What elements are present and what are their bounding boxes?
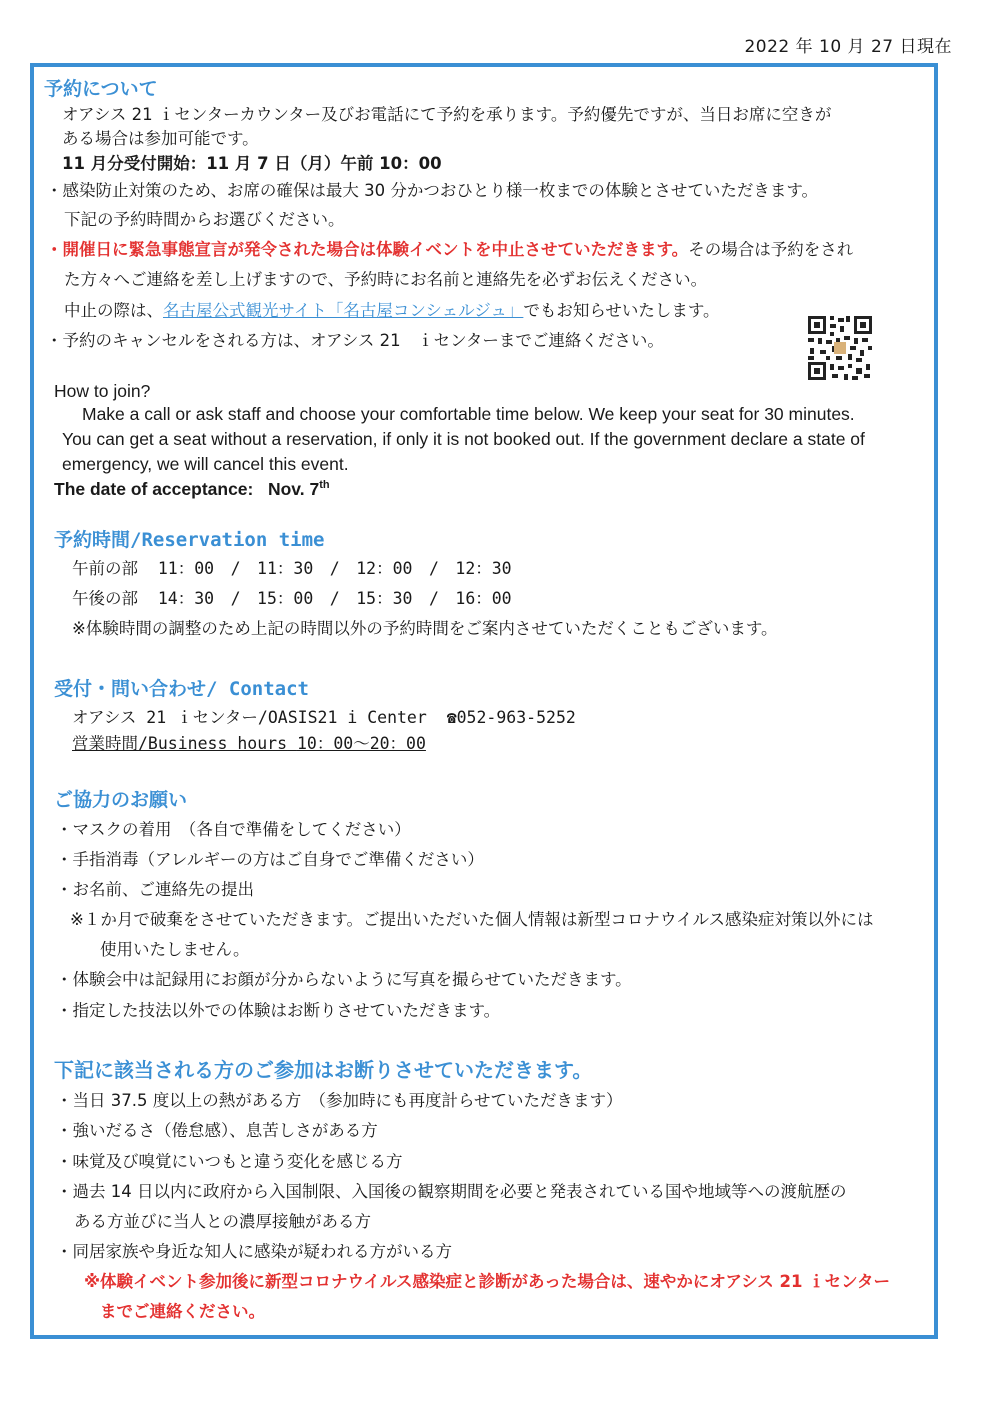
cooperation-item-3-note: ※１か月で破棄をさせていただきます。ご提出いただいた個人情報は新型コロナウイルス感染症対策以外には: [70, 910, 874, 929]
times-note: ※体験時間の調整のため上記の時間以外の予約時間をご案内させていただくこともございます。: [72, 619, 778, 638]
reservation-note-2: [46, 236, 853, 260]
times-heading: 予約時間/Reservation time: [54, 529, 325, 551]
decline-warning-cont: までご連絡ください。: [100, 1302, 265, 1321]
acceptance-date-suffix: th: [319, 479, 330, 492]
decline-item-4: ・過去 14 日以内に政府から入国制限、入国後の観察期間を必要と発表されている国や地域等への渡航歴の: [56, 1182, 847, 1201]
cooperation-item-3-note-cont: 使用いたしません。: [100, 940, 250, 959]
decline-item-2: ・強いだるさ（倦怠感）、息苦しさがある方: [56, 1121, 378, 1140]
business-hours-label: 営業時間/Business hours: [72, 734, 288, 753]
how-to-join: How to join?: [54, 381, 151, 401]
afternoon-times: 14：30 / 15：00 / 15：30 / 16：00: [157, 589, 512, 608]
morning-times: 11：00 / 11：30 / 12：00 / 12：30: [157, 559, 512, 578]
reservation-note-2-link-line: [64, 297, 720, 321]
business-hours-line: [72, 730, 426, 754]
link-suffix: でもお知らせいたします。: [523, 301, 720, 320]
business-hours: 10：00～20：00: [296, 734, 426, 753]
note-2-rest: その場合は予約をされ: [688, 240, 854, 259]
acceptance-label: The date of acceptance:: [54, 479, 254, 499]
cooperation-item-5: ・指定した技法以外での体験はお断りさせていただきます。: [56, 1001, 501, 1020]
reservation-note-1: ・感染防止対策のため、お席の確保は最大 30 分かつおひとり様一枚までの体験とさせていただきます。: [46, 181, 819, 200]
qr-code-icon[interactable]: [806, 314, 874, 382]
english-line-3: emergency, we will cancel this event.: [62, 454, 349, 474]
acceptance-date-line: [54, 479, 330, 500]
date-stamp: 2022 年 10 月 27 日現在: [744, 37, 952, 57]
decline-item-4-cont: ある方並びに当人との濃厚接触がある方: [74, 1212, 371, 1231]
reservation-intro-1: オアシス 21 ｉセンターカウンター及びお電話にて予約を承ります。予約優先ですが、当日お席に空きが: [62, 105, 832, 124]
decline-heading: 下記に該当される方のご参加はお断りさせていただきます。: [54, 1058, 593, 1082]
cooperation-item-2: ・手指消毒（アレルギーの方はご自身でご準備ください）: [56, 850, 484, 869]
nagoya-concierge-link[interactable]: 名古屋公式観光サイト「名古屋コンシェルジュ」: [163, 301, 524, 320]
afternoon-row: [72, 585, 512, 609]
contact-name: オアシス 21 ｉセンター/OASIS21 i Center: [72, 708, 427, 727]
acceptance-date: Nov. 7: [267, 479, 320, 499]
note-bullet: ・: [46, 240, 63, 259]
reservation-start-date: 11 月分受付開始：11 月 7 日（月）午前 10：00: [62, 154, 442, 173]
cooperation-heading: ご協力のお願い: [54, 789, 188, 811]
emergency-warning: 開催日に緊急事態宣言が発令された場合は体験イベントを中止させていただきます。: [62, 240, 689, 259]
contact-line: [72, 704, 576, 728]
decline-warning: ※体験イベント参加後に新型コロナウイルス感染症と診断があった場合は、速やかにオアシス 21 ｉセンター: [84, 1272, 891, 1291]
english-line-2: You can get a seat without a reservation, if only it is not booked out. If the government declare a state of: [62, 429, 865, 449]
morning-label: 午前の部: [72, 559, 138, 578]
reservation-note-1-cont: 下記の予約時間からお選びください。: [64, 210, 345, 229]
contact-phone[interactable]: 052-963-5252: [456, 708, 576, 727]
reservation-note-2-cont: た方々へご連絡を差し上げますので、予約時にお名前と連絡先を必ずお伝えください。: [64, 270, 708, 289]
afternoon-label: 午後の部: [72, 589, 138, 608]
contact-heading: 受付・問い合わせ/ Contact: [54, 678, 309, 700]
cooperation-item-3: ・お名前、ご連絡先の提出: [56, 880, 254, 899]
phone-icon: ☎: [446, 708, 457, 727]
cooperation-item-4: ・体験会中は記録用にお顔が分からないように写真を撮らせていただきます。: [56, 970, 632, 989]
reservation-heading: 予約について: [44, 78, 158, 100]
decline-item-5: ・同居家族や身近な知人に感染が疑われる方がいる方: [56, 1242, 452, 1261]
link-prefix: 中止の際は、: [64, 301, 163, 320]
cooperation-item-1: ・マスクの着用 （各自で準備をしてください）: [56, 820, 411, 839]
decline-item-3: ・味覚及び嗅覚にいつもと違う変化を感じる方: [56, 1152, 403, 1171]
reservation-note-3: ・予約のキャンセルをされる方は、オアシス 21 ｉセンターまでご連絡ください。: [46, 331, 664, 350]
morning-row: [72, 555, 512, 579]
reservation-intro-2: ある場合は参加可能です。: [62, 129, 259, 148]
decline-item-1: ・当日 37.5 度以上の熱がある方 （参加時にも再度計らせていただきます）: [56, 1091, 623, 1110]
english-line-1: Make a call or ask staff and choose your comfortable time below. We keep your seat for 30 minutes.: [82, 404, 855, 424]
